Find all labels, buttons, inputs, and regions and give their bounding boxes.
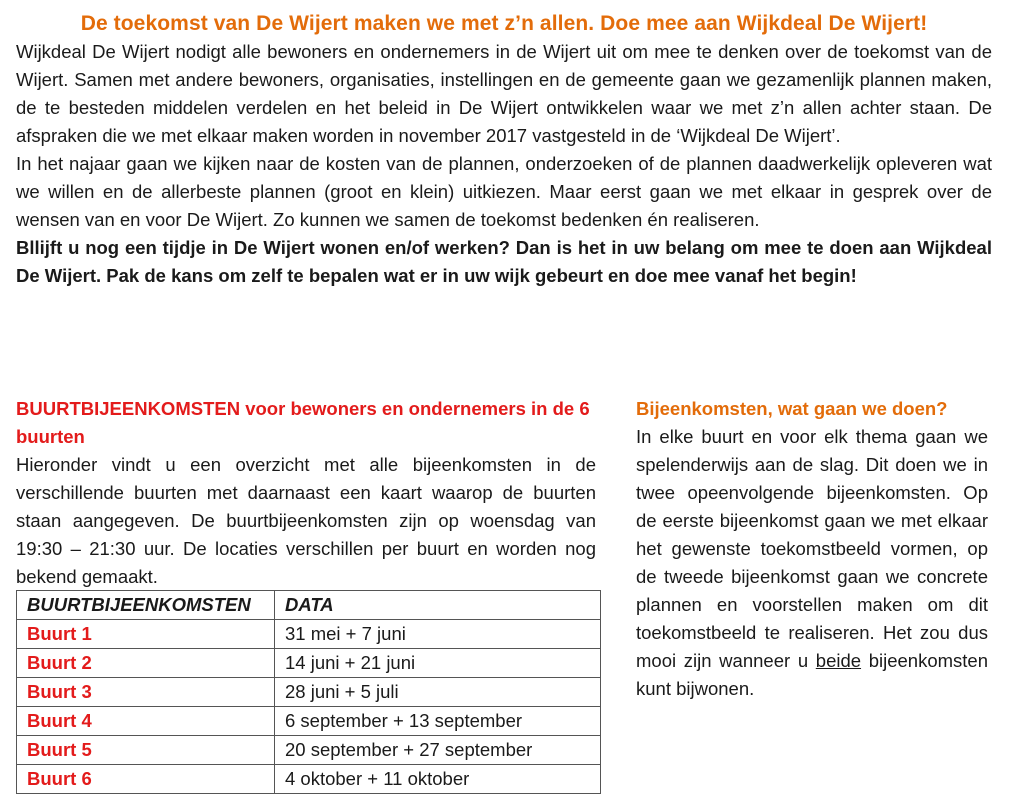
table-row [17,649,601,678]
header-data: DATA [275,591,601,620]
data-cell: 4 oktober + 11 oktober [275,765,601,794]
intro-paragraph-2: In het najaar gaan we kijken naar de kosten van de plannen, onderzoeken of de plannen daadwerkelijk opleveren wat we willen en de allerbeste plannen (groot en klein) uitkiezen. Maar eerst gaan we met elkaar in gesprek over de wensen van en voor De Wijert. Zo kunnen we samen de toekomst bedenken én realiseren. [16,153,992,230]
table-row [17,620,601,649]
data-cell: 6 september + 13 september [275,707,601,736]
bijeenkomsten-text [636,423,988,703]
header-buurtbijeenkomsten: BUURTBIJEENKOMSTEN [17,591,275,620]
buurt-cell: Buurt 1 [17,620,275,649]
data-cell: 14 juni + 21 juni [275,649,601,678]
meetings-table [16,590,601,794]
buurt-cell: Buurt 6 [17,765,275,794]
bijeenkomsten-heading: Bijeenkomsten, wat gaan we doen? [636,398,948,419]
table-row [17,707,601,736]
intro-paragraph-3: Bllijft u nog een tijdje in De Wijert wonen en/of werken? Dan is het in uw belang om mee te doen aan Wijkdeal De Wijert. Pak de kans om zelf te bepalen wat er in uw wijk gebeurt en doe mee vanaf het begin! [16,237,992,286]
table-row [17,765,601,794]
buurt-cell: Buurt 5 [17,736,275,765]
buurtbijeenkomsten-heading: BUURTBIJEENKOMSTEN voor bewoners en ondernemers in de 6 buurten [16,398,590,447]
data-cell: 31 mei + 7 juni [275,620,601,649]
table-row [17,678,601,707]
intro-paragraph-1: Wijkdeal De Wijert nodigt alle bewoners en ondernemers in de Wijert uit om mee te denken over de toekomst van de Wijert. Samen met andere bewoners, organisaties, instellingen en de gemeente gaan we gezamenlijk plannen maken, de te besteden middelen verdelen en het beleid in De Wijert ontwikkelen waar we met z’n allen achter staan. De afspraken die we met elkaar maken worden in november 2017 vastgesteld in de ‘Wijkdeal De Wijert’. [16,41,992,146]
left-column [16,395,596,591]
page-title: De toekomst van De Wijert maken we met z’n allen. Doe mee aan Wijkdeal De Wijert! [80,12,928,35]
bijeenkomsten-text-start: In elke buurt en voor elk thema gaan we spelenderwijs aan de slag. Dit doen we in twee opeenvolgende bijeenkomsten. Op de eerste bijeenkomst gaan we met elkaar het gewenste toekomstbeeld vormen, op de tweede bijeenkomst gaan we concrete plannen en voorstellen maken om dit toekomstbeeld te realiseren. Het zou dus mooi zijn wanneer u [636,426,988,671]
table-row [17,736,601,765]
bijeenkomsten-text-underlined: beide [815,650,862,671]
data-cell: 20 september + 27 september [275,736,601,765]
buurtbijeenkomsten-text: Hieronder vindt u een overzicht met alle bijeenkomsten in de verschillende buurten met daarnaast een kaart waarop de buurten staan aangegeven. De buurtbijeenkomsten zijn op woensdag van 19:30 – 21:30 uur. De locaties verschillen per buurt en worden nog bekend gemaakt. [16,454,596,587]
bijeenkomsten-text-end: bijeenkomsten kunt bijwonen. [636,650,989,699]
right-column [636,395,988,703]
table-header-row [17,591,601,620]
buurt-cell: Buurt 4 [17,707,275,736]
buurt-cell: Buurt 2 [17,649,275,678]
buurt-cell: Buurt 3 [17,678,275,707]
data-cell: 28 juni + 5 juli [275,678,601,707]
